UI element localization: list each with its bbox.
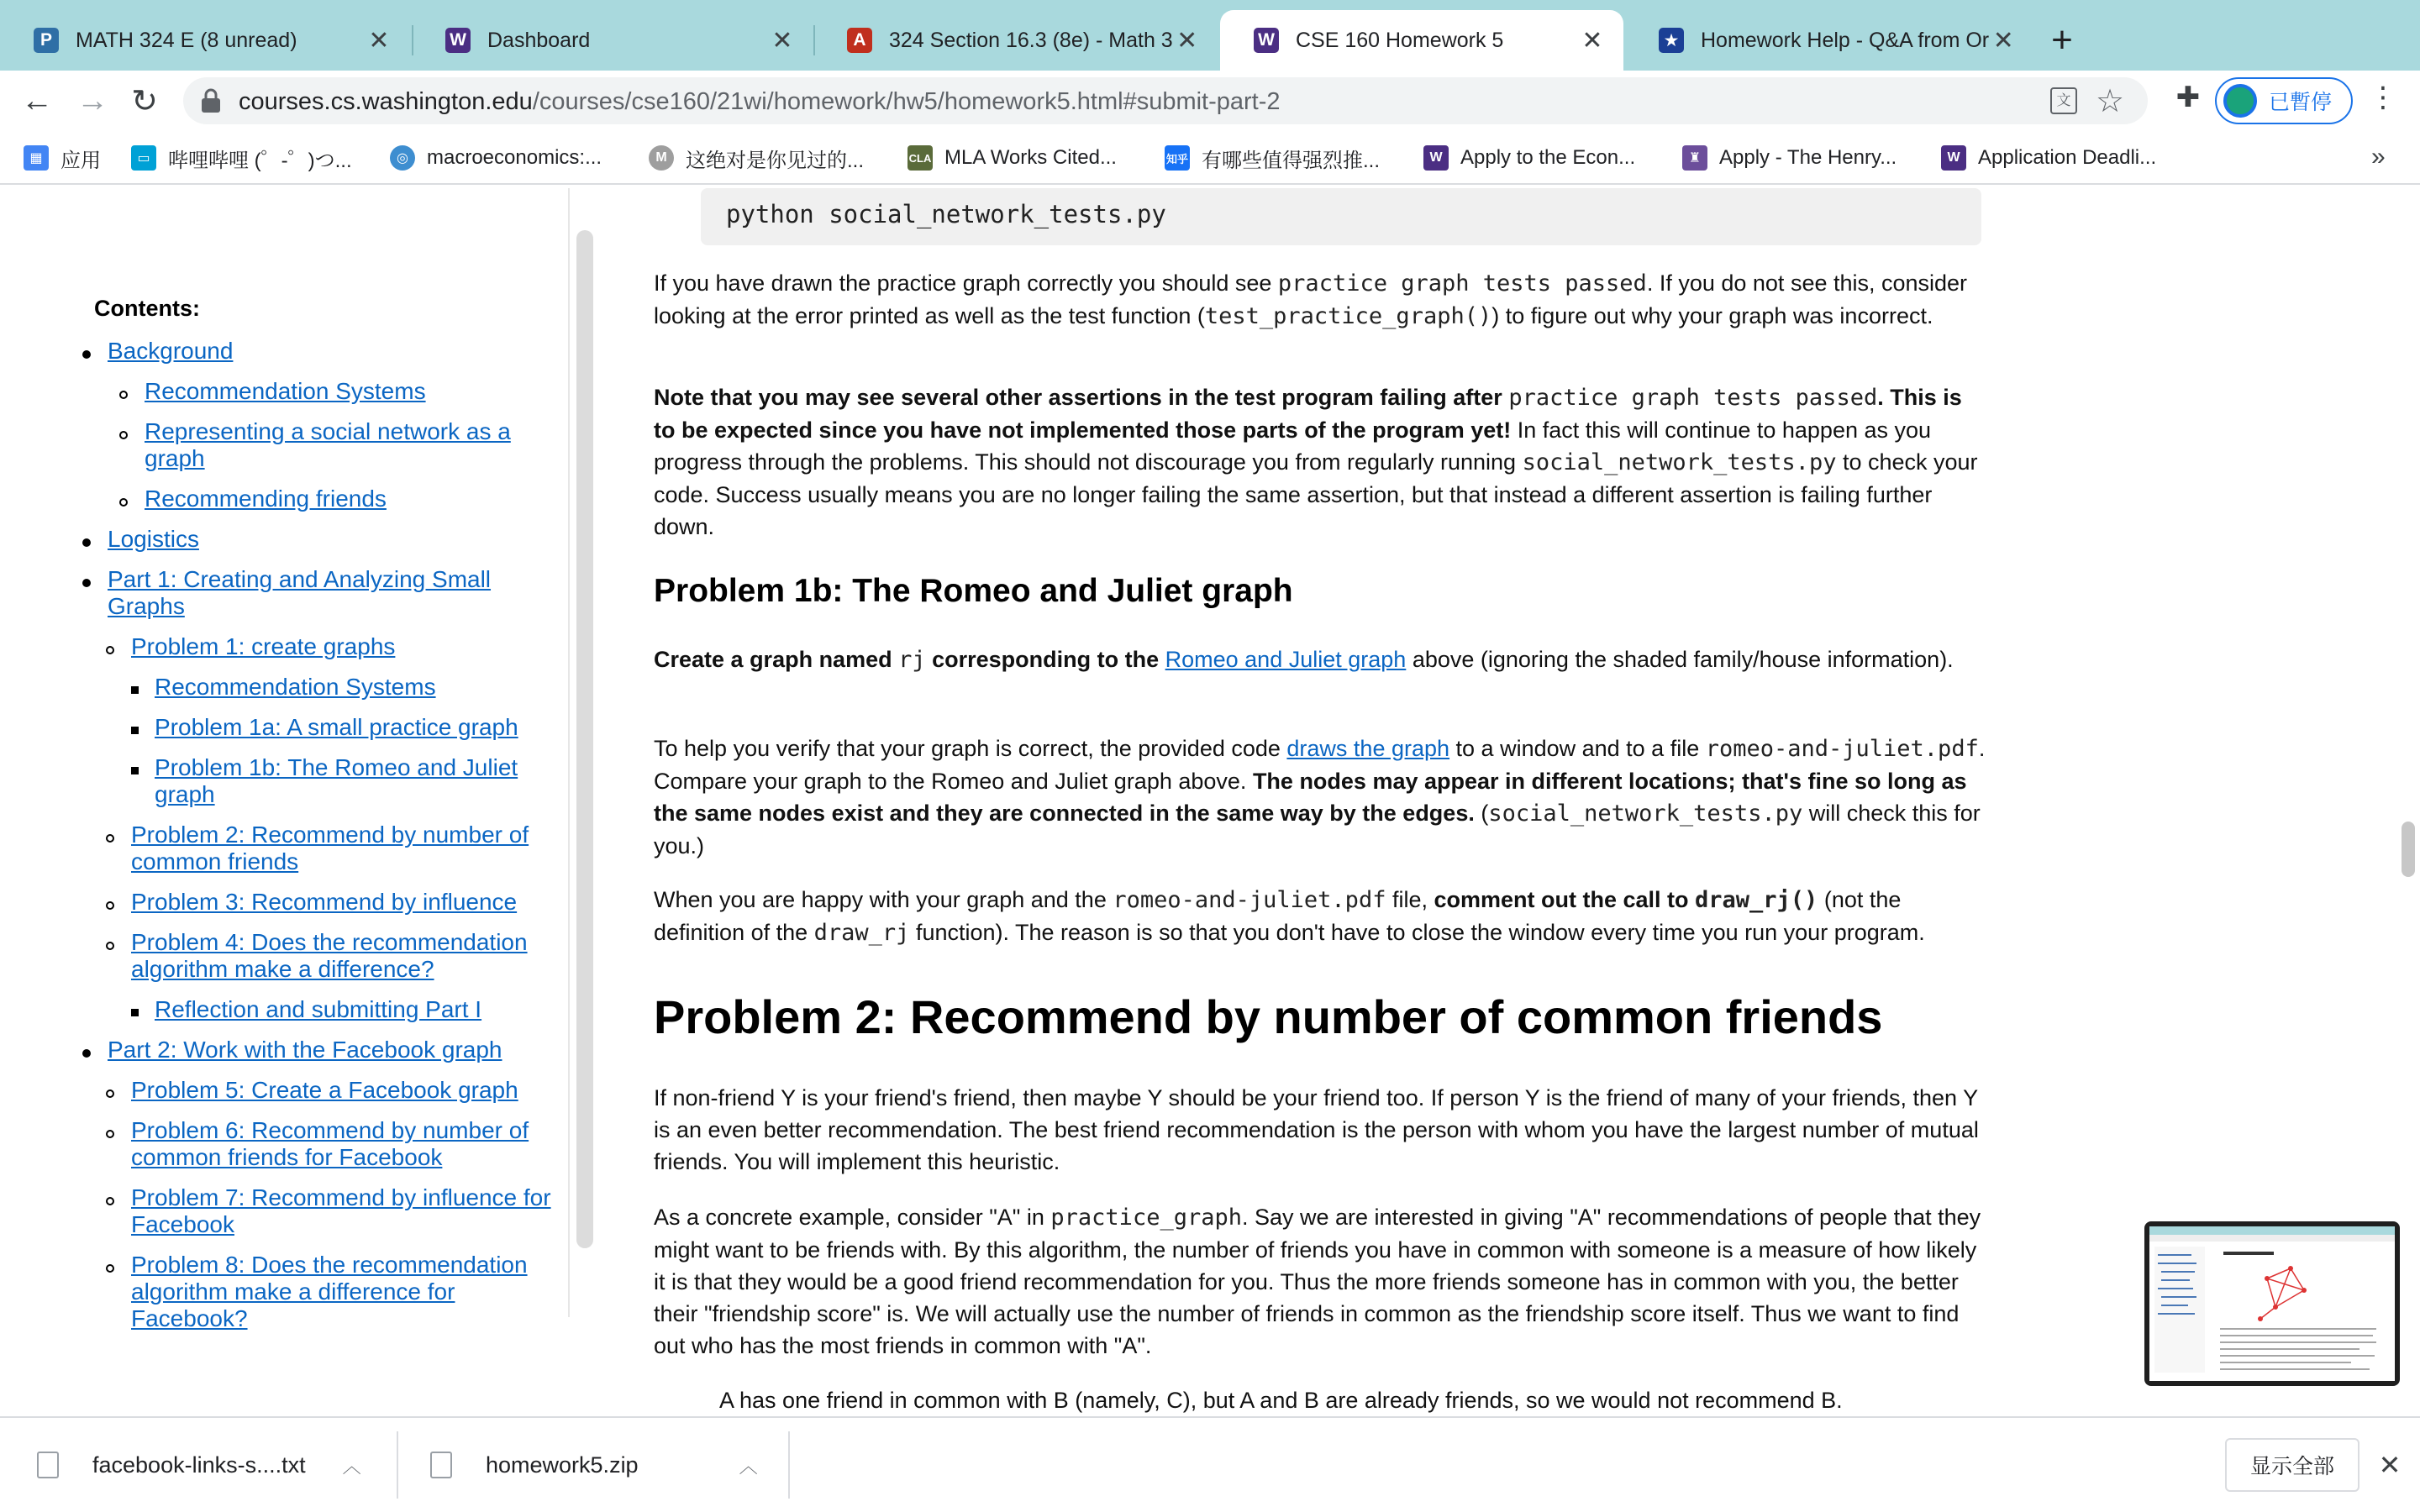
back-button[interactable]: ← <box>21 82 53 118</box>
bold-text: The nodes may appear in different locations; that's fine so long as the same nodes exist and they are connected in the same way by the edges. <box>654 769 1967 826</box>
bookmark-apply-henry[interactable] <box>1682 143 1897 173</box>
close-icon[interactable]: ✕ <box>2378 1450 2402 1480</box>
download-filename: homework5.zip <box>486 1452 639 1478</box>
toc-problem-7[interactable]: Problem 7: Recommend by influence for <box>131 1184 551 1210</box>
tab-title: Homework Help - Q&A from Or <box>1701 28 1990 52</box>
reload-button[interactable]: ↻ <box>131 83 158 119</box>
tab-title: CSE 160 Homework 5 <box>1296 28 1504 52</box>
uw-icon: W <box>1254 28 1279 53</box>
pip-thumbnail-graphic <box>2149 1226 2395 1381</box>
pip-preview <box>2149 1226 2395 1381</box>
toc-part-2[interactable]: Part 2: Work with the Facebook graph <box>108 1037 502 1063</box>
paragraph-a-b-example: A has one friend in common with B (namely, C), but A and B are already friends, so we would not recommend B. <box>719 1388 1843 1413</box>
toc-problem-6-cont[interactable]: common friends for Facebook <box>131 1144 443 1170</box>
chevron-up-icon[interactable]: ︿ <box>342 1455 361 1477</box>
text: will check this for you.) <box>654 801 1981 858</box>
avatar <box>2223 84 2257 118</box>
uw-icon: W <box>445 28 471 53</box>
apps-grid-icon: ▦ <box>24 145 49 171</box>
bold-text: Note that you may see several other assertions in the test program failing after <box>654 385 1509 410</box>
bookmark-apps[interactable] <box>24 143 101 173</box>
tab-title: Dashboard <box>487 28 591 52</box>
toc-problem-2[interactable]: Problem 2: Recommend by number of <box>131 822 529 848</box>
paragraph-practice-result <box>654 267 1986 333</box>
bookmark-label: MLA Works Cited... <box>944 146 1117 169</box>
bold-text: Create a graph named <box>654 647 899 672</box>
heading-problem-1b: Problem 1b: The Romeo and Juliet graph <box>654 573 1293 609</box>
toc-problem-8-cont2[interactable]: Facebook? <box>131 1305 248 1331</box>
bookmark-star-icon[interactable]: ☆ <box>2096 84 2125 119</box>
toc-problem-5[interactable]: Problem 5: Create a Facebook graph <box>131 1077 518 1103</box>
download-separator <box>397 1431 398 1499</box>
tab-title: MATH 324 E (8 unread) <box>76 28 297 52</box>
show-all-downloads-button[interactable]: 显示全部 <box>2225 1438 2360 1492</box>
tab-math324[interactable] <box>0 10 410 71</box>
article <box>0 185 2420 1416</box>
paragraph-comment-out <box>654 884 1986 949</box>
text: In fact this will continue to happen as you progress through the problems. This should not discourage you from regularly running <box>654 417 1932 475</box>
paragraph-create-rj <box>654 643 1986 676</box>
download-separator <box>788 1431 790 1499</box>
text: ( <box>1474 801 1489 826</box>
profile-paused-button[interactable] <box>2215 77 2353 124</box>
toc-recommendation-systems[interactable]: Recommendation Systems <box>145 378 426 404</box>
close-icon[interactable]: ✕ <box>368 26 390 55</box>
inline-code: romeo-and-juliet.pdf <box>1113 887 1386 913</box>
chevron-up-icon[interactable]: ︿ <box>739 1455 758 1477</box>
text: . Say we are interested in giving "A" recommendations of people that they might want to be friends with. By this algorithm, the number of friends you have in common with someone is a measure of how likely it is that they would be a good friend recommendation for you. Thus the more friends someone has in common with you, the better their "friendship score" is. We will actually use the number of friends in common as the friendship score itself. Thus we want to find out who has the most friends in common with "A". <box>654 1205 1981 1358</box>
forward-button[interactable]: → <box>76 82 108 118</box>
inline-code: practice graph tests passed <box>1277 270 1647 297</box>
picture-in-picture-window[interactable] <box>2144 1221 2400 1386</box>
bookmark-macroeconomics[interactable] <box>390 143 602 173</box>
tab-strip <box>0 0 2420 71</box>
toc-problem-4[interactable]: Problem 4: Does the recommendation <box>131 929 528 955</box>
toc-problem-7-cont[interactable]: Facebook <box>131 1211 234 1237</box>
paragraph-note-assertions <box>654 381 1986 543</box>
zip-file-icon <box>430 1452 452 1478</box>
text: comment out the call to <box>1434 887 1696 912</box>
code-block <box>701 188 1981 245</box>
star-badge-icon: ★ <box>1659 28 1684 53</box>
bookmark-label: 应用 <box>60 149 101 172</box>
heading-problem-2: Problem 2: Recommend by number of common friends <box>654 990 1883 1043</box>
inline-code: draw_rj <box>813 920 910 946</box>
toc-problem-3[interactable]: Problem 3: Recommend by influence <box>131 889 518 915</box>
text: above (ignoring the shaded family/house information). <box>1406 647 1954 672</box>
browser-toolbar <box>0 71 2420 131</box>
page-scrollbar-thumb[interactable] <box>2402 822 2415 877</box>
bookmark-apply-econ[interactable] <box>1423 143 1635 173</box>
text: ) to figure out why your graph was incorrect. <box>1491 303 1933 328</box>
webassign-icon: A <box>847 28 872 53</box>
piazza-icon: P <box>34 28 59 53</box>
bookmarks-overflow-icon[interactable]: » <box>2371 143 2386 171</box>
address-bar[interactable] <box>183 77 2148 124</box>
paragraph-concrete-example <box>654 1201 1986 1362</box>
download-item-facebook-links[interactable] <box>37 1418 361 1512</box>
bookmark-label: Apply - The Henry... <box>1719 146 1897 169</box>
kebab-menu-icon[interactable]: ⋮ <box>2369 81 2397 113</box>
paragraph-verify-graph <box>654 732 1986 862</box>
text: to check your code. Success usually means you are no longer failing the same assertion, but that instead a different assertion is failing further down. <box>654 449 1978 539</box>
bookmarks-bar <box>0 131 2420 185</box>
download-shelf <box>0 1416 2420 1512</box>
tab-dashboard[interactable] <box>412 10 813 71</box>
toc-representing-social-network[interactable]: Representing a social network as a <box>145 418 511 444</box>
toc-p1-recommendation-systems[interactable]: Recommendation Systems <box>155 674 436 700</box>
text: . If you do not see this, consider looking at the error printed as well as the test function ( <box>654 270 1968 328</box>
text: To help you verify that your graph is correct, the provided code <box>654 736 1287 761</box>
tab-title: 324 Section 16.3 (8e) - Math 3 <box>889 28 1173 52</box>
file-icon <box>37 1452 59 1478</box>
toc-part-1[interactable]: Part 1: Creating and Analyzing Small <box>108 566 492 592</box>
text: If you have drawn the practice graph correctly you should see <box>654 270 1278 296</box>
code-command: python social_network_tests.py <box>726 200 1166 228</box>
toc-part-1-cont[interactable]: Graphs <box>108 593 185 619</box>
cla-icon: CLA <box>908 145 933 171</box>
extensions-puzzle-icon[interactable]: ✚ <box>2175 81 2201 113</box>
inline-code: practice graph tests passed <box>1508 385 1878 411</box>
inline-code: draw_rj() <box>1695 887 1818 913</box>
henry-icon: ♜ <box>1682 145 1707 171</box>
bookmark-label: macroeconomics:... <box>427 146 602 169</box>
link-draws-the-graph[interactable]: draws the graph <box>1286 736 1450 761</box>
inline-code: practice_graph <box>1050 1205 1242 1231</box>
toc-representing-social-network-cont[interactable]: graph <box>145 445 205 471</box>
bookmark-label: 这绝对是你见过的... <box>686 149 865 172</box>
toc-problem-1[interactable]: Problem 1: create graphs <box>131 633 396 659</box>
toc-problem-8-cont[interactable]: algorithm make a difference for <box>131 1278 455 1305</box>
tv-icon: ▭ <box>131 145 156 171</box>
inline-code: rj <box>898 647 926 673</box>
text: file, <box>1386 887 1434 912</box>
tab-section-16-3[interactable] <box>813 10 1217 71</box>
url-path: /courses/cse160/21wi/homework/hw5/homework5.html#submit-part-2 <box>532 88 1281 115</box>
bookmark-label: Apply to the Econ... <box>1460 146 1636 169</box>
toc-background[interactable]: Background <box>108 338 234 364</box>
inline-code: test_practice_graph() <box>1204 303 1492 329</box>
link-romeo-juliet-graph[interactable]: Romeo and Juliet graph <box>1165 647 1407 672</box>
m-icon: M <box>649 145 674 171</box>
bold-text: corresponding to the <box>925 647 1165 672</box>
toc-title: Contents: <box>94 296 200 321</box>
inline-code: social_network_tests.py <box>1522 449 1837 475</box>
bookmark-label: 哔哩哔哩 (゜-゜)つ... <box>168 149 352 172</box>
paragraph-non-friend: If non-friend Y is your friend's friend, then maybe Y should be your friend too. If person Y is the friend of many of your friends, then Y is an even better recommendation. The best friend recommendation is the person with whom you have the largest number of mutual friends. You will implement this heuristic. <box>654 1085 1979 1174</box>
text: to a window and to a file <box>1449 736 1706 761</box>
toc-logistics[interactable]: Logistics <box>108 526 199 552</box>
bookmark-label: Application Deadli... <box>1978 146 2157 169</box>
text: function). The reason is so that you don't have to close the window every time you run your program. <box>909 920 1925 945</box>
toc-problem-6[interactable]: Problem 6: Recommend by number of <box>131 1117 529 1143</box>
bookmark-zhihu[interactable] <box>1165 143 1380 173</box>
url-host: courses.cs.washington.edu <box>239 88 533 115</box>
close-icon[interactable]: ✕ <box>771 26 793 55</box>
new-tab-button[interactable]: + <box>2051 19 2073 60</box>
close-icon[interactable]: ✕ <box>1581 26 1603 55</box>
lock-icon[interactable] <box>198 87 224 114</box>
text: When you are happy with your graph and the <box>654 887 1113 912</box>
inline-code: romeo-and-juliet.pdf <box>1705 736 1979 762</box>
download-item-homework5[interactable] <box>430 1418 758 1512</box>
tab-homework-help[interactable] <box>1625 10 2028 71</box>
inline-code: social_network_tests.py <box>1488 801 1803 827</box>
close-icon[interactable]: ✕ <box>1992 26 2014 55</box>
profile-paused-label: 已暫停 <box>2269 91 2333 114</box>
bold-text <box>1434 887 1818 912</box>
bold-text: . This is to be expected since you have not implemented those parts of the program yet! <box>654 385 1962 443</box>
tab-cse160-hw5[interactable] <box>1220 10 1623 71</box>
url-text[interactable] <box>239 88 1281 116</box>
uw-icon: W <box>1423 145 1449 171</box>
uw-icon: W <box>1941 145 1966 171</box>
bookmark-app-deadline[interactable] <box>1941 143 2156 173</box>
translate-icon[interactable]: 文 <box>2050 87 2077 114</box>
toc-problem-1b-cont[interactable]: graph <box>155 781 215 807</box>
text: As a concrete example, consider "A" in <box>654 1205 1051 1230</box>
close-icon[interactable]: ✕ <box>1176 26 1198 55</box>
bookmark-mla[interactable] <box>908 143 1117 173</box>
bookmark-label: 有哪些值得强烈推... <box>1202 149 1381 172</box>
bookmark-zhihu-post[interactable] <box>649 143 864 173</box>
toc-problem-1b[interactable]: Problem 1b: The Romeo and Juliet <box>155 754 518 780</box>
download-filename: facebook-links-s....txt <box>92 1452 306 1478</box>
globe-icon: ◎ <box>390 145 415 171</box>
toc-recommending-friends[interactable]: Recommending friends <box>145 486 387 512</box>
bookmark-bilibili[interactable] <box>131 143 352 173</box>
toc-problem-2-cont[interactable]: common friends <box>131 848 299 874</box>
toc-problem-4-cont[interactable]: algorithm make a difference? <box>131 956 434 982</box>
text: (not the definition of the <box>654 887 1902 945</box>
zhihu-icon: 知乎 <box>1165 145 1190 171</box>
toc-problem-1a[interactable]: Problem 1a: A small practice graph <box>155 714 518 740</box>
toc-problem-8[interactable]: Problem 8: Does the recommendation <box>131 1252 528 1278</box>
toc-reflection-part-1[interactable]: Reflection and submitting Part I <box>155 996 482 1022</box>
text: . Compare your graph to the Romeo and Juliet graph above. <box>654 736 1986 794</box>
